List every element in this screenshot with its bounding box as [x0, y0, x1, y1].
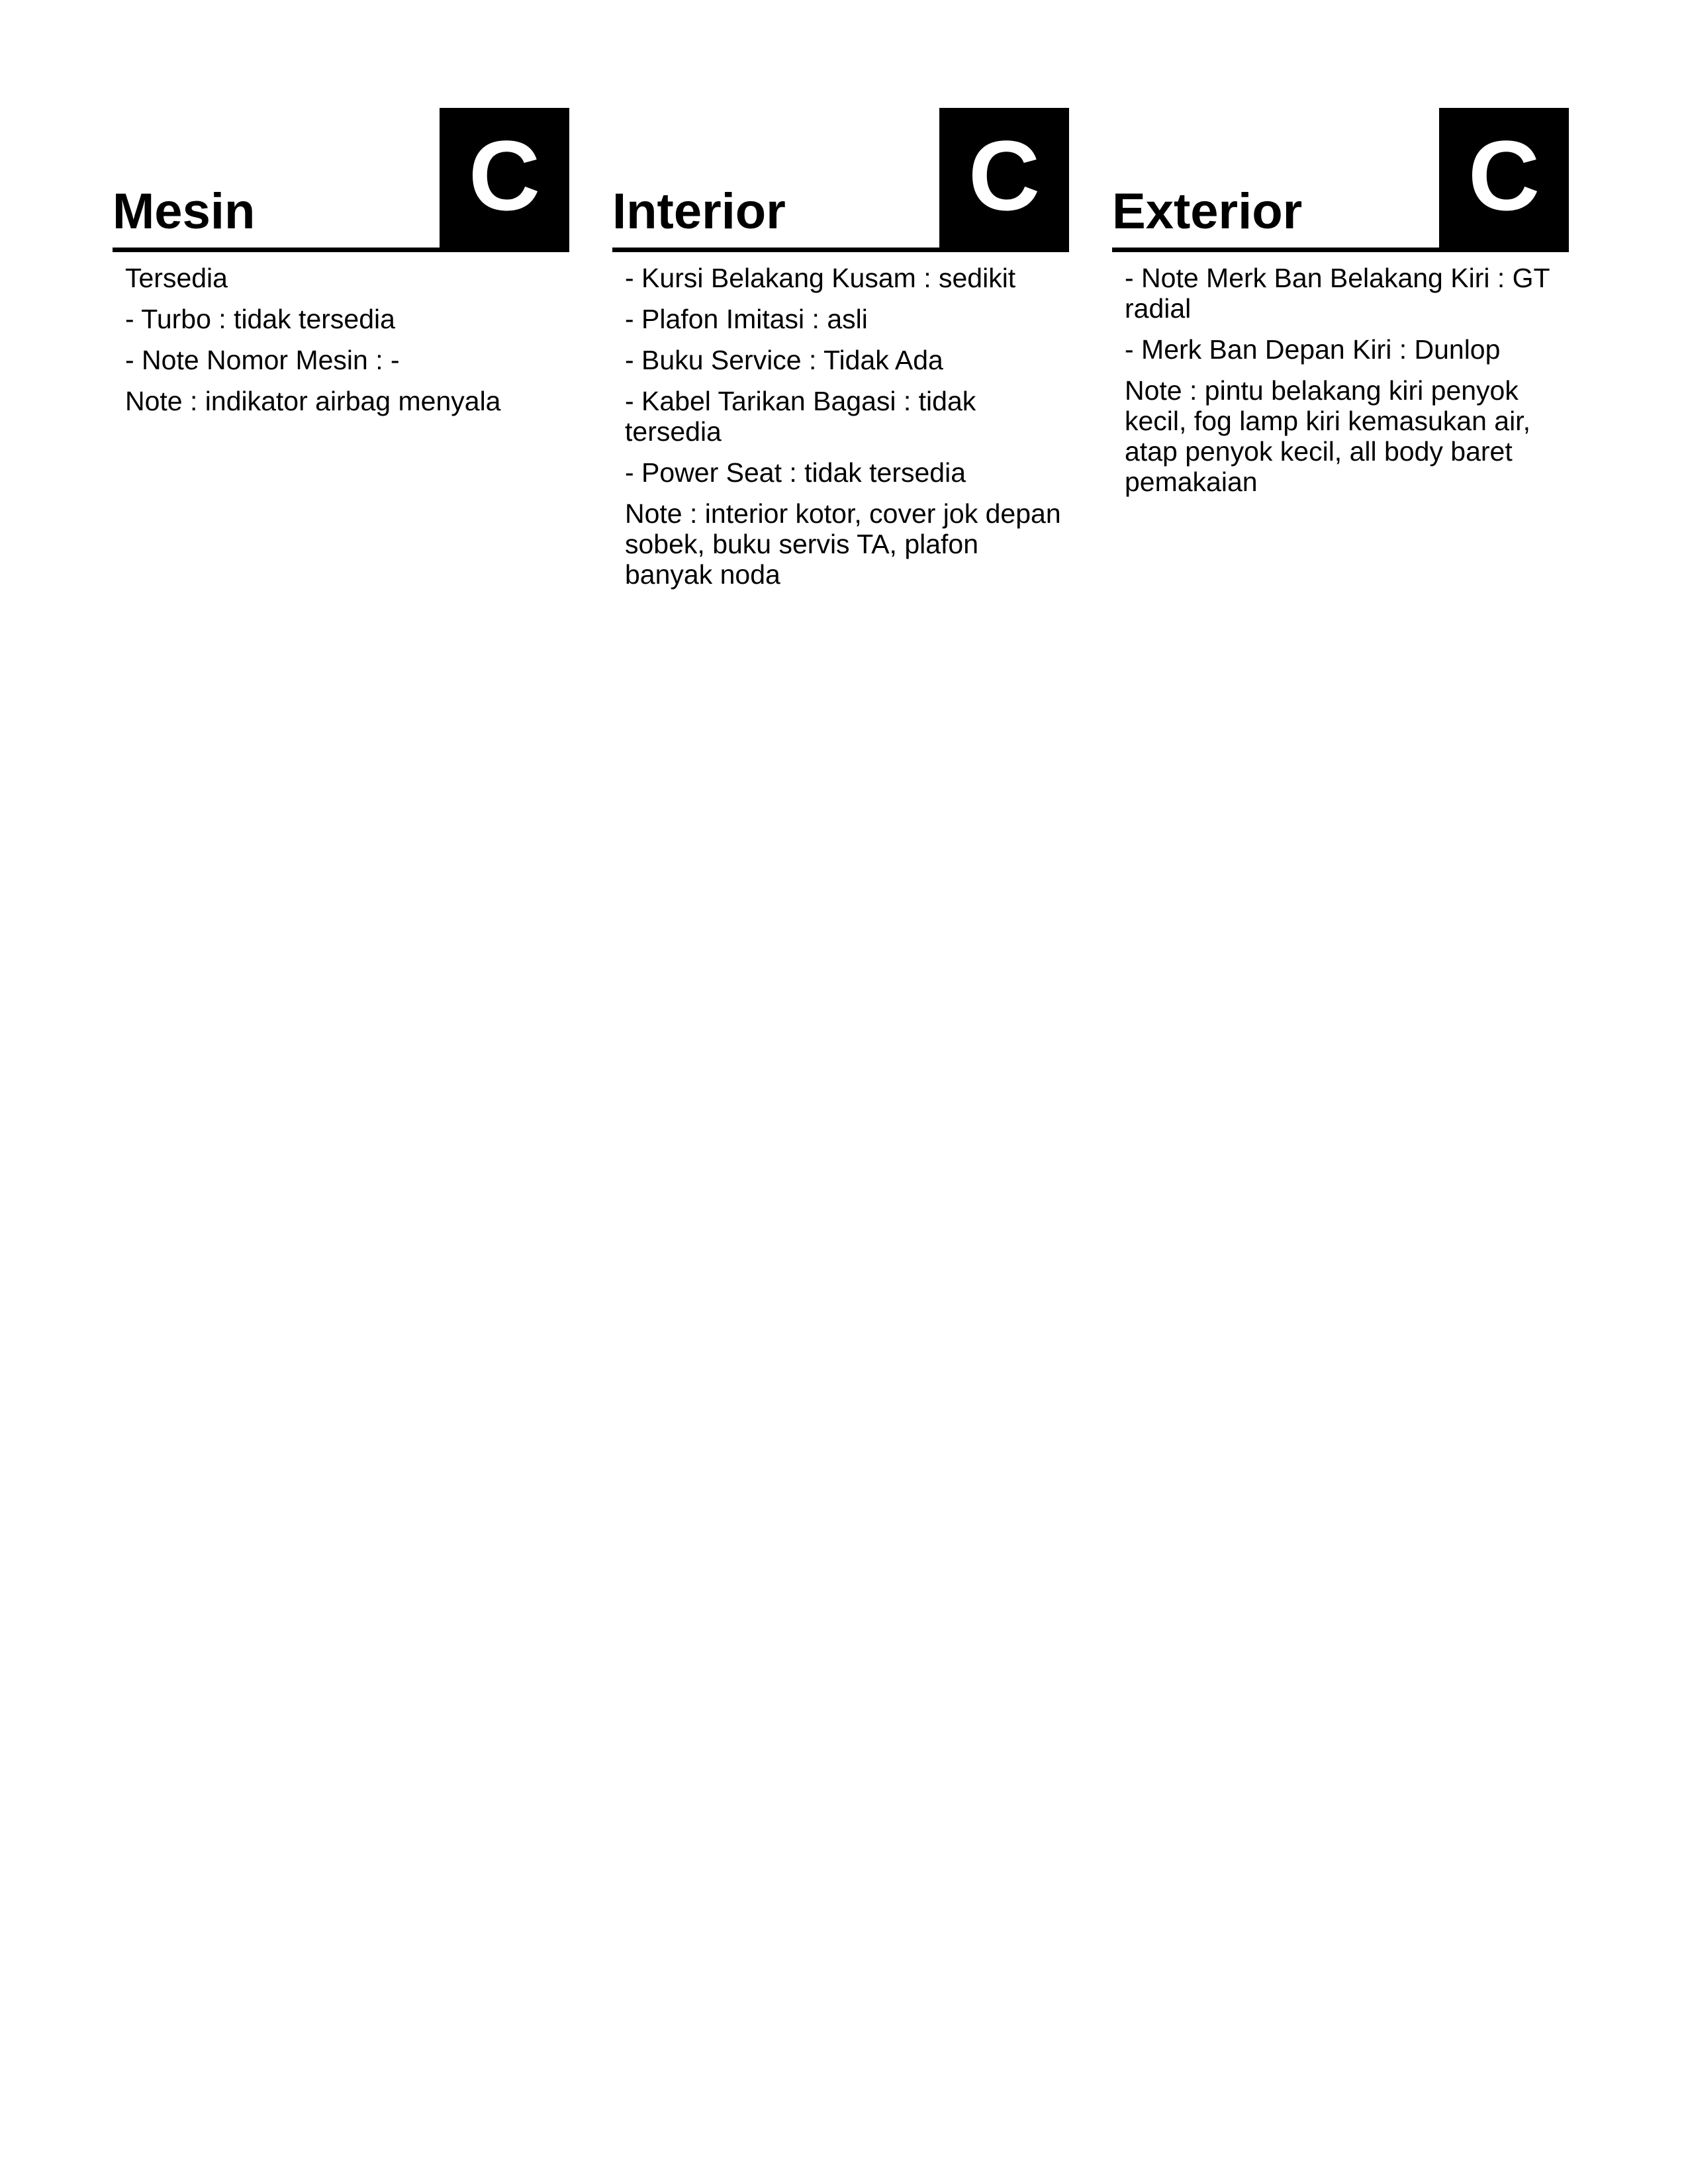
list-item: - Merk Ban Depan Kiri : Dunlop	[1125, 334, 1501, 365]
list-item: - Power Seat : tidak tersedia	[625, 457, 966, 488]
item-list	[113, 252, 569, 416]
grade-badge: C	[939, 108, 1069, 248]
section-header	[1112, 108, 1569, 252]
section-header	[612, 108, 1069, 252]
list-item: - Kursi Belakang Kusam : sedikit	[625, 263, 1016, 293]
list-item: - Plafon Imitasi : asli	[625, 304, 868, 334]
section-interior	[612, 108, 1069, 600]
section-title: Interior	[612, 183, 786, 240]
section-header	[113, 108, 569, 252]
section-title: Mesin	[113, 183, 256, 240]
section-exterior	[1112, 108, 1569, 508]
list-item: Note : interior kotor, cover jok depan sobek, buku servis TA, plafon banyak noda	[625, 498, 1061, 590]
list-item: Note : pintu belakang kiri penyok kecil, fog lamp kiri kemasukan air, atap penyok kecil, all body baret pemakaian	[1125, 375, 1530, 497]
list-item: - Turbo : tidak tersedia	[125, 304, 395, 334]
item-list	[612, 252, 1069, 590]
grade-badge: C	[1439, 108, 1569, 248]
list-item: - Buku Service : Tidak Ada	[625, 345, 943, 375]
section-mesin	[113, 108, 569, 427]
list-item: Note : indikator airbag menyala	[125, 386, 501, 416]
list-item: - Kabel Tarikan Bagasi : tidak tersedia	[625, 386, 976, 447]
list-item: - Note Merk Ban Belakang Kiri : GT radial	[1125, 263, 1550, 324]
section-title: Exterior	[1112, 183, 1303, 240]
item-list	[1112, 252, 1569, 497]
list-item: Tersedia	[125, 263, 228, 293]
grade-badge: C	[440, 108, 569, 248]
list-item: - Note Nomor Mesin : -	[125, 345, 400, 375]
